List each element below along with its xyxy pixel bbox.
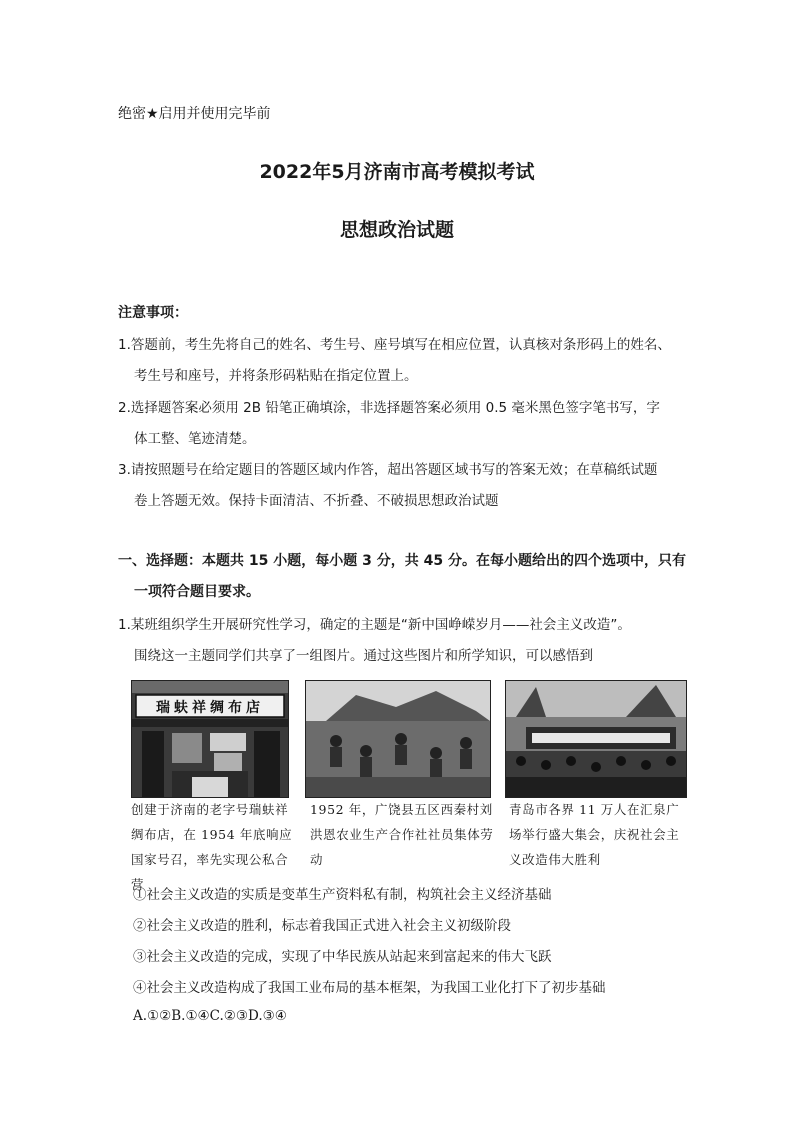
photo-shop-image — [131, 680, 289, 798]
option-item: ③社会主义改造的完成，实现了中华民族从站起来到富起来的伟大飞跃 — [133, 949, 552, 965]
question-stem: 1.某班组织学生开展研究性学习，确定的主题是“新中国峥嵘岁月——社会主义改造”。 — [118, 617, 631, 633]
notice-heading: 注意事项： — [118, 305, 188, 321]
question-stem-cont: 围绕这一主题同学们共享了一组图片。通过这些图片和所学知识，可以感悟到 — [134, 648, 593, 664]
option-item: ④社会主义改造构成了我国工业布局的基本框架，为我国工业化打下了初步基础 — [133, 980, 606, 996]
photo-farm-caption: 1952 年，广饶县五区西秦村刘洪恩农业生产合作社社员集体劳动 — [310, 802, 494, 867]
notice-line: 1.答题前，考生先将自己的姓名、考生号、座号填写在相应位置，认真核对条形码上的姓名、 — [118, 337, 671, 353]
photo-rally-image — [505, 680, 687, 798]
notice-line: 考生号和座号，并将条形码粘贴在指定位置上。 — [134, 368, 418, 384]
exam-title: 2022年5月济南市高考模拟考试 — [259, 161, 535, 183]
notice-line: 体工整、笔迹清楚。 — [134, 431, 256, 447]
photo-farm-image — [305, 680, 491, 798]
photo-shop-caption: 创建于济南的老字号瑞蚨祥绸布店，在 1954 年底响应国家号召，率先实现公私合营 — [131, 802, 293, 892]
exam-subtitle: 思想政治试题 — [339, 219, 454, 241]
option-item: ②社会主义改造的胜利，标志着我国正式进入社会主义初级阶段 — [133, 918, 511, 934]
notice-line: 卷上答题无效。保持卡面清洁、不折叠、不破损思想政治试题 — [134, 493, 499, 509]
photo-rally-caption: 青岛市各界 11 万人在汇泉广场举行盛大集会，庆祝社会主义改造伟大胜利 — [509, 802, 680, 867]
section-heading: 一、选择题：本题共 15 小题，每小题 3 分，共 45 分。在每小题给出的四个选项中，只有 — [118, 553, 686, 569]
notice-line: 3.请按照题号在给定题目的答题区域内作答，超出答题区域书写的答案无效；在草稿纸试题 — [118, 462, 658, 478]
notice-line: 2.选择题答案必须用 2B 铅笔正确填涂，非选择题答案必须用 0.5 毫米黑色签字笔书写，字 — [118, 400, 660, 416]
section-heading-cont: 一项符合题目要求。 — [134, 584, 260, 600]
option-item: ①社会主义改造的实质是变革生产资料私有制，构筑社会主义经济基础 — [133, 887, 552, 903]
shop-sign-text: 瑞蚨祥绸布店 — [156, 700, 264, 716]
answer-choices: A.①②B.①④C.②③D.③④ — [133, 1008, 287, 1024]
confidential-mark: 绝密★启用并使用完毕前 — [118, 106, 271, 122]
